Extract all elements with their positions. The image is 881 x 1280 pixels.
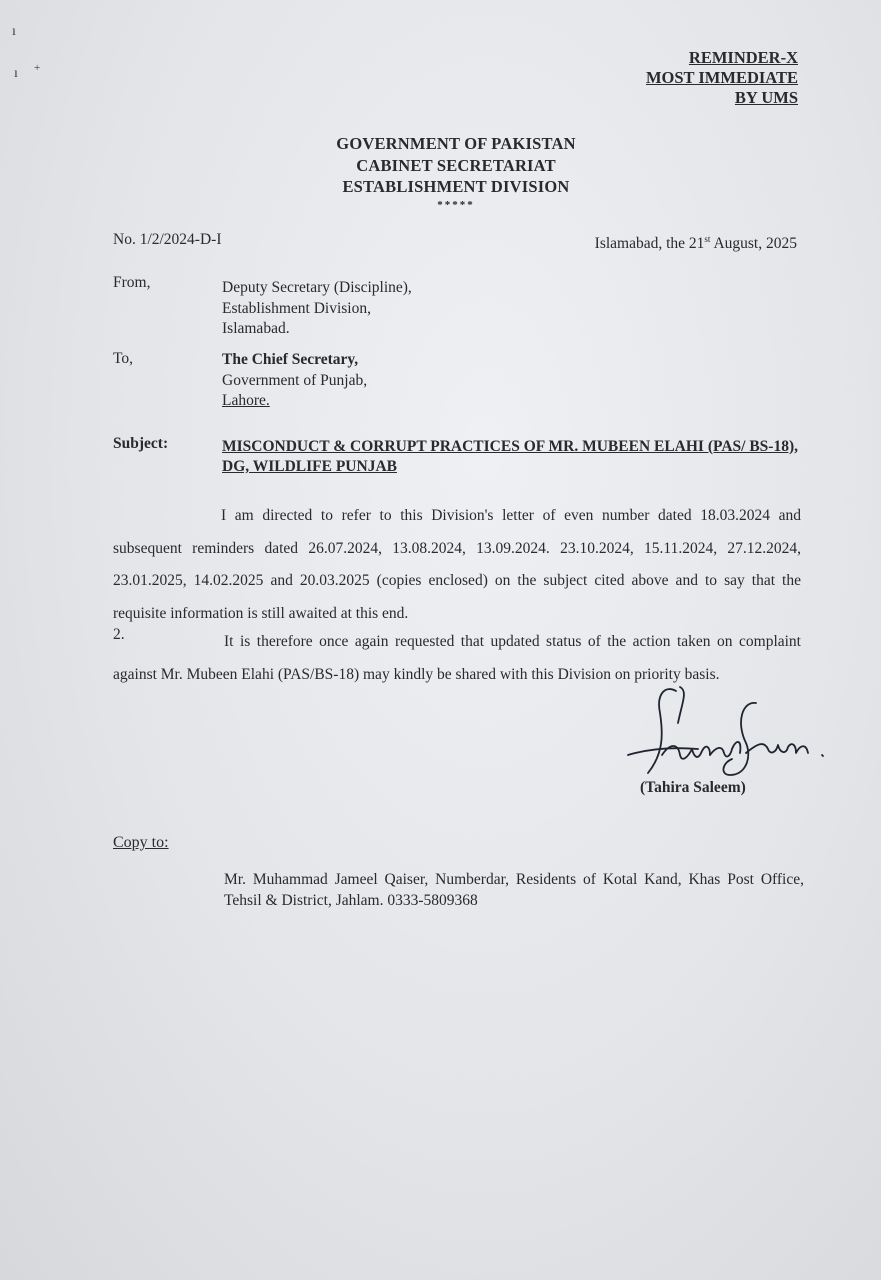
recipient-line-3: Lahore. — [222, 392, 270, 409]
reference-number: No. 1/2/2024-D-I — [113, 231, 222, 248]
letterhead-line-3: ESTABLISHMENT DIVISION — [342, 177, 570, 196]
signatory-name: (Tahira Saleem) — [640, 779, 746, 796]
letter-date — [595, 234, 797, 253]
pen-mark: + — [34, 62, 41, 74]
pen-mark: ı — [12, 24, 16, 39]
sender-address — [222, 278, 412, 340]
to-label: To, — [113, 350, 134, 367]
subject-text: MISCONDUCT & CORRUPT PRACTICES OF MR. MUBEEN ELAHI (PAS/ BS-18), DG, WILDLIFE PUNJAB — [222, 438, 798, 475]
date-ordinal: st — [704, 234, 711, 244]
recipient-line-2: Government of Punjab, — [222, 371, 368, 389]
letterhead-line-1: GOVERNMENT OF PAKISTAN — [336, 134, 576, 153]
sender-line-3: Islamabad. — [222, 320, 290, 337]
handwritten-signature — [618, 683, 838, 783]
paragraph-2-number: 2. — [113, 626, 125, 643]
copy-to-recipient: Mr. Muhammad Jameel Qaiser, Numberdar, Residents of Kotal Kand, Khas Post Office, Tehsil & District, Jahlam. 0333-5809368 — [224, 871, 804, 909]
letterhead — [0, 133, 881, 212]
letterhead-line-2: CABINET SECRETARIAT — [356, 155, 556, 175]
sender-line-2: Establishment Division, — [222, 299, 371, 317]
reminder-header — [646, 48, 798, 108]
body-paragraph-1 — [113, 500, 801, 630]
subject-label: Subject: — [113, 435, 169, 452]
pen-mark: ı — [14, 66, 18, 81]
letterhead-separator: ***** — [437, 198, 475, 211]
date-rest: August, 2025 — [710, 235, 797, 253]
dispatch-method-label: BY UMS — [734, 88, 798, 107]
from-label: From, — [113, 274, 151, 291]
recipient-address — [222, 350, 367, 412]
priority-label: MOST IMMEDIATE — [645, 68, 798, 87]
date-prefix: Islamabad, the 21 — [594, 235, 705, 253]
paragraph-1-text: I am directed to refer to this Division's letter of even number dated 18.03.2024 and subsequent reminders dated 26.07.2024, 13.08.2024, 13.09.2024. 23.10.2024, 15.11.2024, 27.12.2024, 23.01.2025, 14.02.2025 and 20.03.2025 (copies enclosed) on the subject cited above and to say that the requisite information is still awaited at this end. — [113, 507, 801, 622]
reminder-label: REMINDER-X — [688, 48, 798, 67]
copy-to-label: Copy to: — [113, 834, 169, 851]
sender-line-1: Deputy Secretary (Discipline), — [222, 279, 412, 296]
recipient-line-1: The Chief Secretary, — [222, 351, 359, 368]
body-paragraph-2: It is therefore once again requested that updated status of the action taken on complaint against Mr. Mubeen Elahi (PAS/BS-18) may kindly be shared with this Division on priority basis. — [113, 633, 801, 683]
